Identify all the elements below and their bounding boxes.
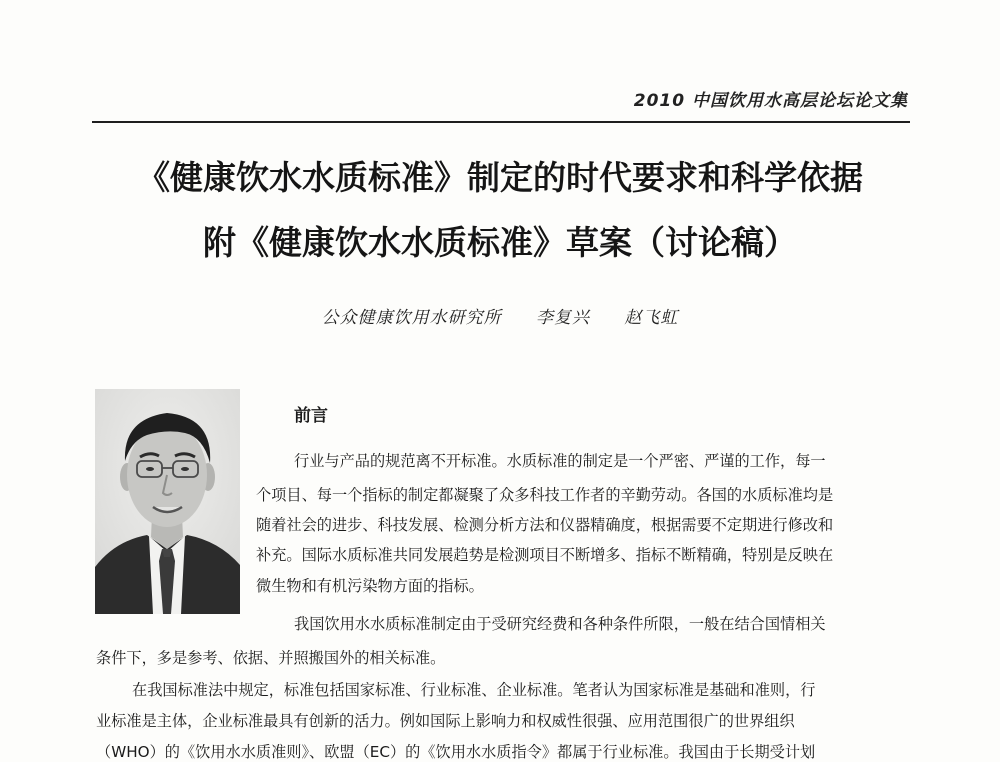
body-line: 在我国标准法中规定，标准包括国家标准、行业标准、企业标准。笔者认为国家标准是基础和准则，行: [132, 681, 816, 699]
author-name: 李复兴: [536, 308, 590, 328]
body-line: 条件下，多是参考、依据、并照搬国外的相关标准。: [96, 649, 446, 667]
author-name: 赵飞虹: [624, 308, 679, 328]
affiliation: 公众健康饮用水研究所: [321, 308, 502, 328]
article-title: 《健康饮水水质标准》制定的时代要求和科学依据: [137, 158, 863, 197]
body-line: 随着社会的进步、科技发展、检测分析方法和仪器精确度，根据需要不定期进行修改和: [256, 516, 834, 534]
body-line: 微生物和有机污染物方面的指标。: [256, 577, 484, 595]
body-line: 补充。国际水质标准共同发展趋势是检测项目不断增多、指标不断精确，特别是反映在: [256, 546, 834, 564]
running-header: 2010 中国饮用水高层论坛论文集: [633, 91, 908, 111]
header-rule: [92, 121, 910, 123]
body-line: 我国饮用水水质标准制定由于受研究经费和各种条件所限，一般在结合国情相关: [294, 615, 826, 633]
section-heading: 前言: [294, 406, 328, 426]
byline: [0, 303, 1000, 328]
article-subtitle: 附《健康饮水水质标准》草案（讨论稿）: [203, 223, 797, 262]
body-line: 业标准是主体，企业标准最具有创新的活力。例如国际上影响力和权威性很强、应用范围很广的世界组织: [96, 712, 795, 730]
body-line: （WHO）的《饮用水水质准则》、欧盟（EC）的《饮用水水质指令》都属于行业标准。我国由于长期受计划: [96, 743, 816, 761]
body-line: 行业与产品的规范离不开标准。水质标准的制定是一个严密、严谨的工作，每一: [294, 452, 826, 470]
body-line: 个项目、每一个指标的制定都凝聚了众多科技工作者的辛勤劳动。各国的水质标准均是: [256, 486, 834, 504]
author-photo: [95, 389, 240, 614]
